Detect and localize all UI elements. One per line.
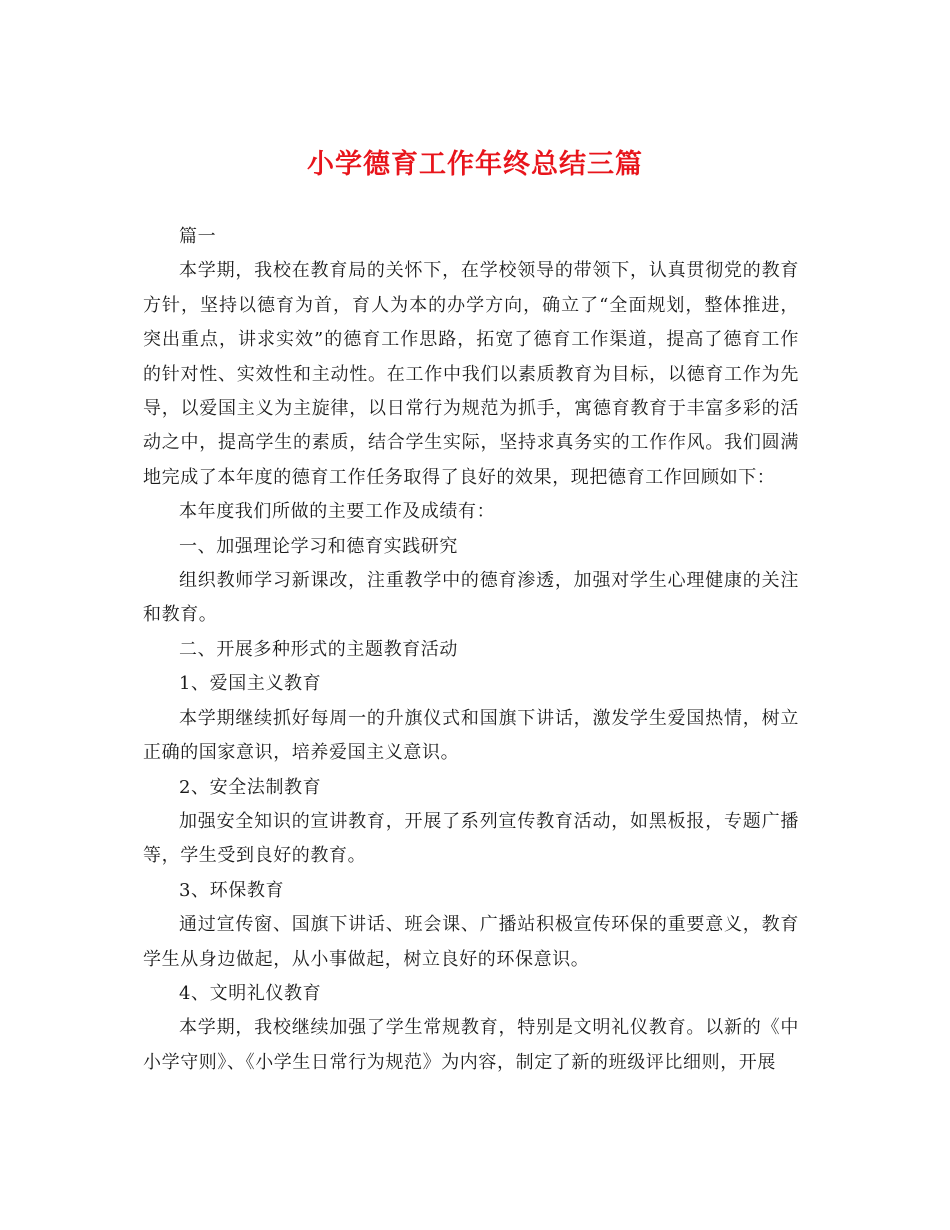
section-heading: 一、加强理论学习和德育实践研究 bbox=[179, 535, 458, 557]
section-heading: 二、开展多种形式的主题教育活动 bbox=[179, 638, 458, 660]
body-paragraph: 本学期，我校在教育局的关怀下，在学校领导的带领下，认真贯彻党的教育方针，坚持以德育为首，育人为本的办学方向，确立了“全面规划，整体推进，突出重点，讲求实效”的德育工作思路，拓宽了德育工作渠道，提高了德育工作的针对性、实效性和主动性。在工作中我们以素质教育为目标，以德育工作为先导，以爱国主义为主旋律，以日常行为规范为抓手，寓德育教育于丰富多彩的活动之中，提高学生的素质，结合学生实际，坚持求真务实的工作作风。我们圆满地完成了本年度的德育工作任务取得了良好的效果，现把德育工作回顾如下： bbox=[143, 260, 799, 488]
subsection-heading: 2、安全法制教育 bbox=[179, 776, 322, 798]
body-paragraph: 通过宣传窗、国旗下讲话、班会课、广播站积极宣传环保的重要意义，教育学生从身边做起，从小事做起，树立良好的环保意识。 bbox=[143, 914, 799, 970]
body-paragraph: 组织教师学习新课改，注重教学中的德育渗透，加强对学生心理健康的关注和教育。 bbox=[143, 570, 799, 626]
body-paragraph: 本学期继续抓好每周一的升旗仪式和国旗下讲话，激发学生爱国热情，树立正确的国家意识，培养爱国主义意识。 bbox=[143, 707, 799, 764]
body-paragraph: 本学期，我校继续加强了学生常规教育，特别是文明礼仪教育。以新的《中小学守则》、《小学生日常行为规范》为内容，制定了新的班级评比细则，开展 bbox=[143, 1017, 799, 1073]
document-title: 小学德育工作年终总结三篇 bbox=[307, 149, 643, 180]
document-body bbox=[143, 220, 799, 1080]
section-label: 篇一 bbox=[179, 226, 217, 247]
subsection-heading: 4、文明礼仪教育 bbox=[179, 982, 322, 1004]
subsection-heading: 3、环保教育 bbox=[179, 879, 285, 901]
subsection-heading: 1、爱国主义教育 bbox=[179, 673, 322, 695]
body-paragraph: 加强安全知识的宣讲教育，开展了系列宣传教育活动，如黑板报，专题广播等，学生受到良好的教育。 bbox=[143, 810, 799, 867]
body-paragraph: 本年度我们所做的主要工作及成绩有： bbox=[179, 501, 496, 523]
